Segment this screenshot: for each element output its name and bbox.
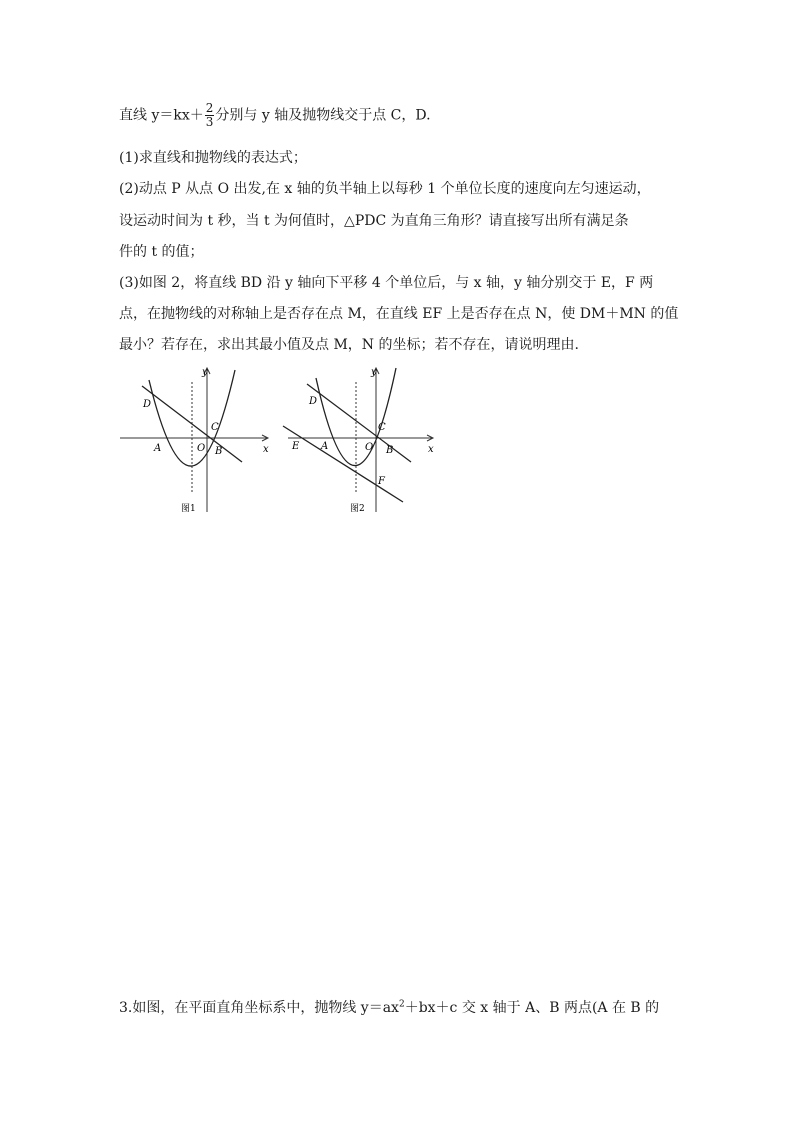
question-3-line1: (3)如图 2，将直线 BD 沿 y 轴向下平移 4 个单位后，与 x 轴，y 轴分别交于 E，F 两 — [119, 275, 654, 291]
label-x: x — [428, 444, 434, 455]
fraction-two-thirds — [205, 102, 215, 129]
figure-1 — [115, 362, 275, 522]
line1-text-before: 直线 y＝kx＋ — [119, 107, 204, 124]
problem3-line1 — [119, 997, 659, 1017]
label-y: y — [371, 367, 377, 378]
label-d: D — [143, 399, 152, 410]
label-b: B — [215, 446, 223, 457]
question-3-line3: 最小？若存在，求出其最小值及点 M，N 的坐标；若不存在，请说明理由. — [119, 337, 579, 353]
question-2-line1: (2)动点 P 从点 O 出发,在 x 轴的负半轴上以每秒 1 个单位长度的速度向左匀速运动， — [119, 181, 651, 197]
label-d: D — [309, 396, 318, 407]
label-o: O — [365, 442, 374, 453]
line1-text-after: 分别与 y 轴及抛物线交于点 C，D. — [215, 107, 431, 124]
label-e: E — [292, 441, 300, 452]
line-ef — [283, 426, 403, 502]
label-y: y — [202, 367, 208, 378]
label-f: F — [378, 476, 385, 487]
fraction-numerator: 2 — [205, 101, 214, 115]
question-2-line3: 件的 t 的值； — [119, 244, 204, 260]
superscript-two: 2 — [398, 999, 405, 1010]
figure-2-diagram — [280, 362, 440, 522]
label-a: A — [154, 443, 162, 454]
label-a: A — [321, 441, 329, 452]
label-c: C — [378, 422, 386, 433]
problem2-line1 — [119, 102, 431, 129]
label-c: C — [211, 422, 219, 433]
figure-2-caption: 图2 — [350, 504, 365, 514]
question-3-line2: 点，在抛物线的对称轴上是否存在点 M，在直线 EF 上是否存在点 N，使 DM＋MN 的值 — [119, 306, 679, 322]
label-o: O — [197, 443, 206, 454]
problem3-text-start: 3.如图，在平面直角坐标系中，抛物线 y＝ax — [119, 1000, 399, 1016]
question-2-line2: 设运动时间为 t 秒，当 t 为何值时，△PDC 为直角三角形？请直接写出所有满足条 — [119, 213, 629, 229]
figure-1-diagram — [115, 362, 275, 522]
fraction-denominator: 3 — [205, 115, 214, 129]
figure-2 — [280, 362, 440, 522]
question-1: (1)求直线和抛物线的表达式； — [119, 150, 307, 166]
problem3-text-end: ＋bx＋c 交 x 轴于 A、B 两点(A 在 B 的 — [404, 1000, 660, 1016]
label-b: B — [386, 445, 394, 456]
figure-1-caption: 图1 — [181, 504, 196, 514]
label-x: x — [263, 444, 269, 455]
